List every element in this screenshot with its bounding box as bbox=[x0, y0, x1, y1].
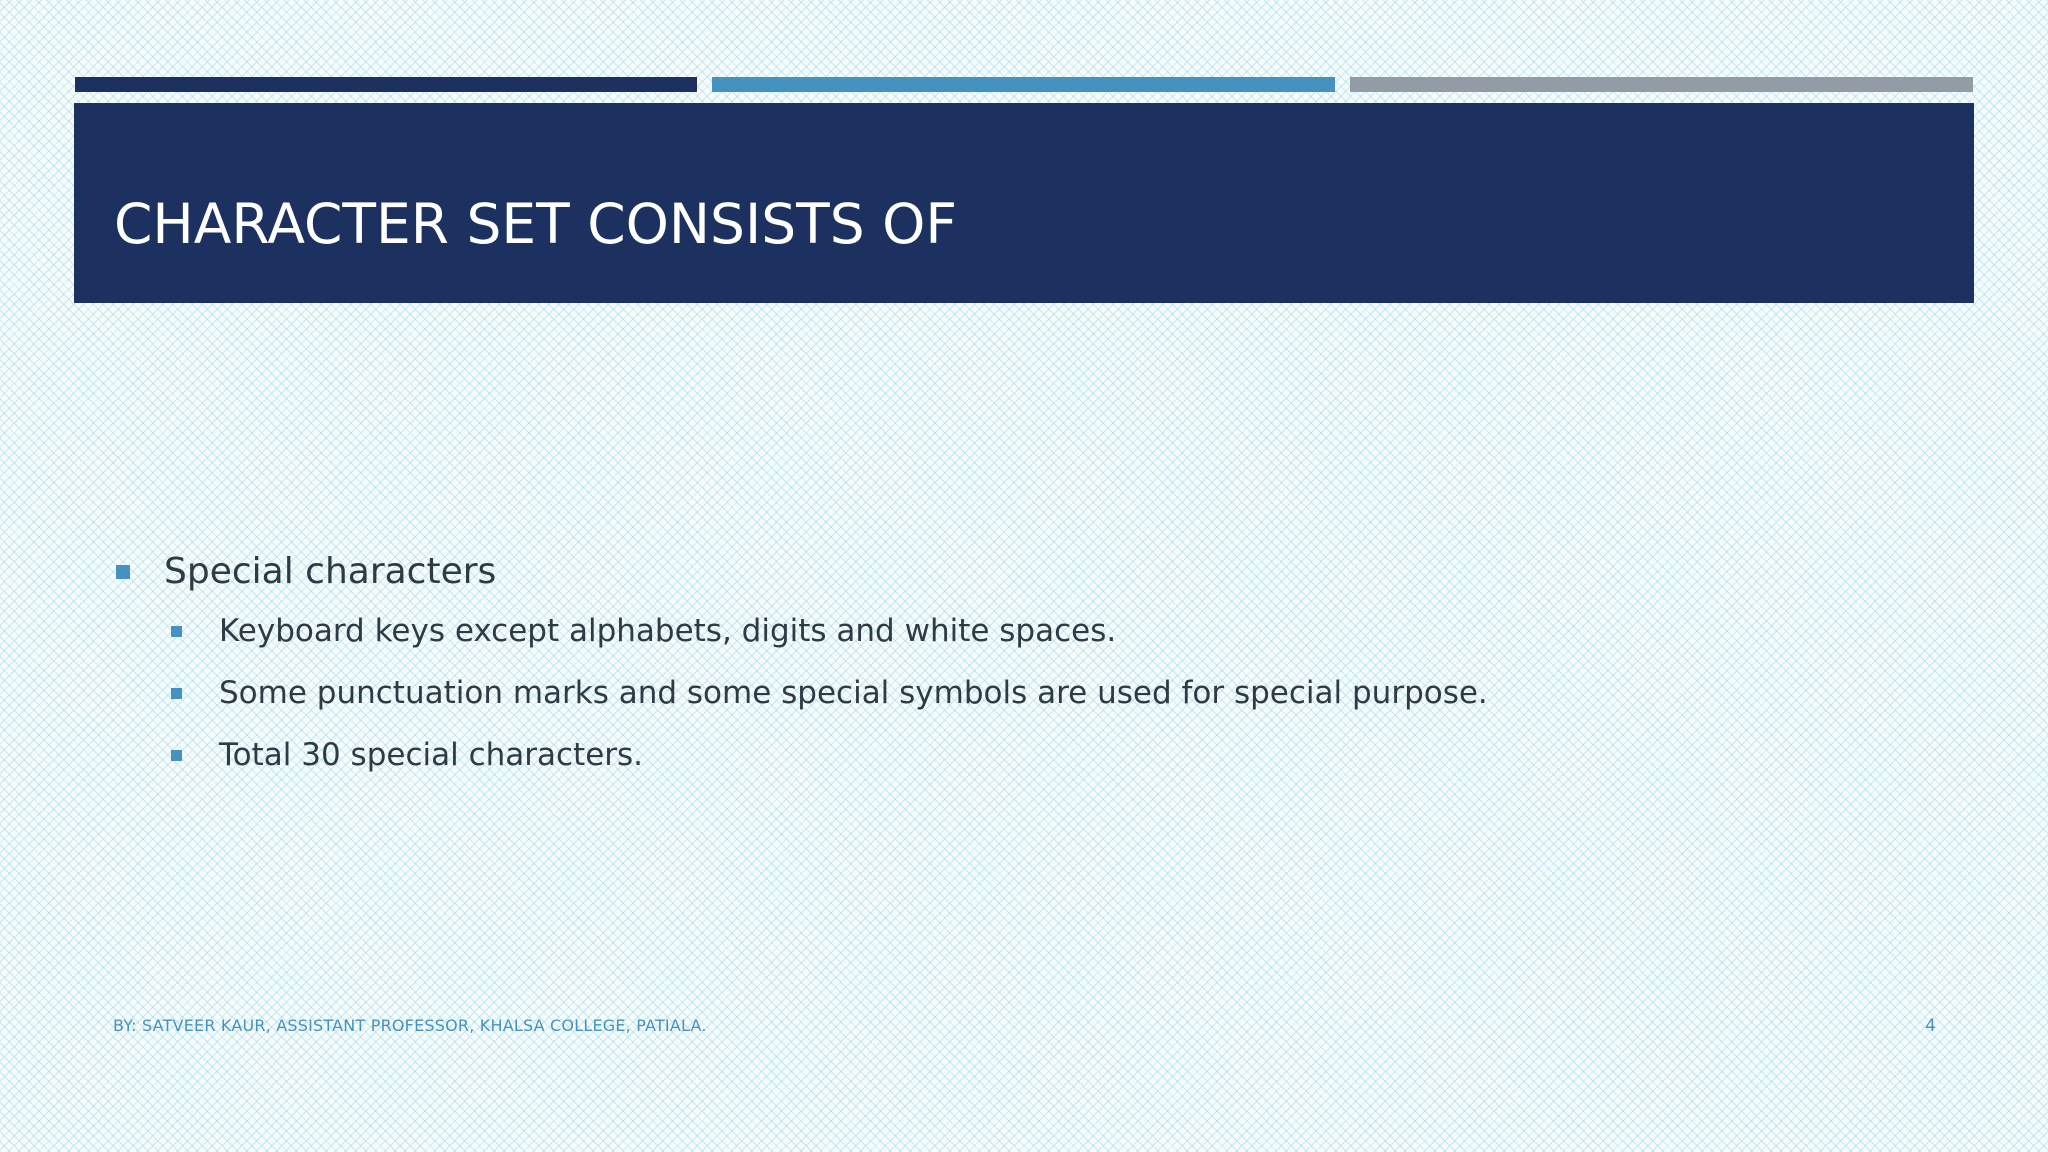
square-bullet-icon bbox=[116, 565, 130, 579]
content-area bbox=[114, 548, 1954, 795]
bullet-text: Some punctuation marks and some special symbols are used for special purpose. bbox=[219, 675, 1488, 711]
accent-bar-dark-blue bbox=[75, 77, 697, 92]
square-bullet-icon bbox=[171, 688, 182, 699]
bullet-text: Keyboard keys except alphabets, digits and white spaces. bbox=[219, 613, 1117, 649]
bullet-item-level-2 bbox=[114, 609, 1954, 654]
square-bullet-icon bbox=[171, 750, 182, 761]
title-banner bbox=[74, 103, 1974, 303]
accent-bar-gray bbox=[1350, 77, 1973, 92]
bullet-item-level-2 bbox=[114, 671, 1954, 716]
slide-number: 4 bbox=[1925, 1016, 1936, 1036]
bullet-text: Total 30 special characters. bbox=[219, 737, 644, 773]
slide-title: CHARACTER SET CONSISTS OF bbox=[114, 192, 958, 256]
bullet-heading: Special characters bbox=[164, 551, 497, 592]
footer-credit: BY: SATVEER KAUR, ASSISTANT PROFESSOR, KHALSA COLLEGE, PATIALA. bbox=[113, 1016, 707, 1035]
sub-bullet-list bbox=[114, 609, 1954, 778]
bullet-item-level-1 bbox=[114, 548, 1954, 596]
square-bullet-icon bbox=[171, 626, 182, 637]
bullet-item-level-2 bbox=[114, 733, 1954, 778]
accent-bar-light-blue bbox=[712, 77, 1335, 92]
